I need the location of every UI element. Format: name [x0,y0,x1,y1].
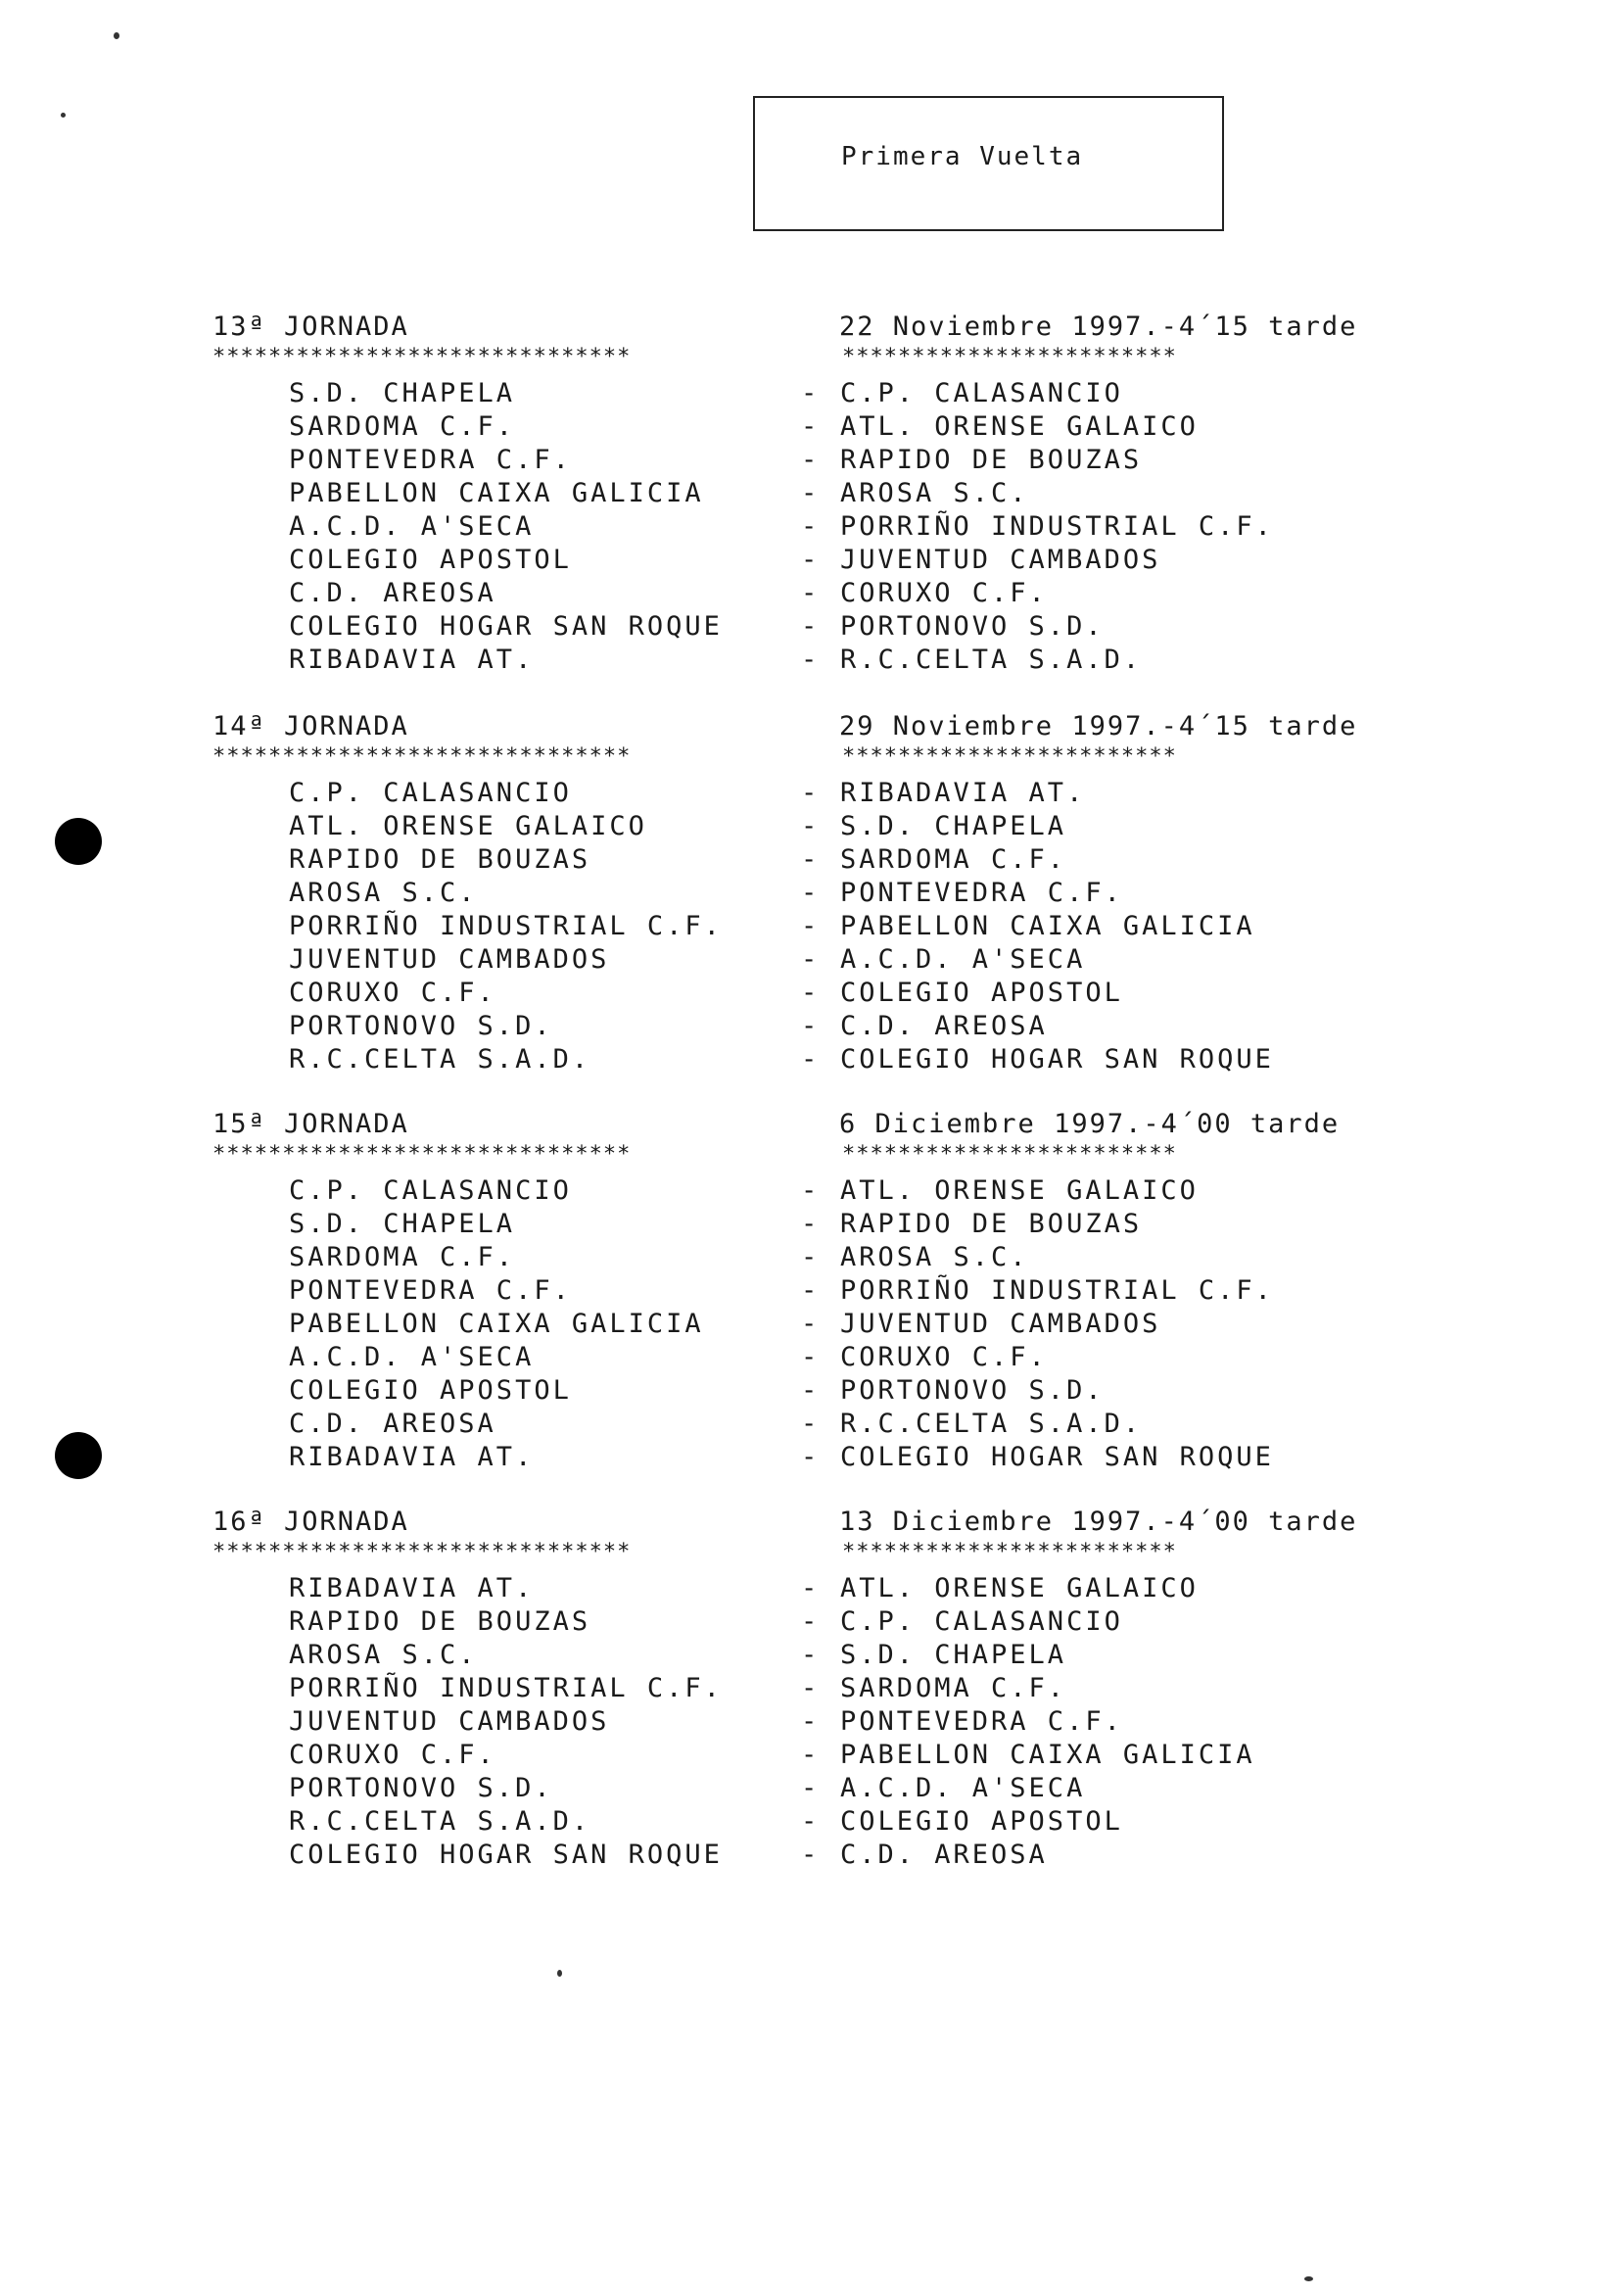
match-row [0,778,1602,811]
home-team: CORUXO C.F. [289,1740,496,1770]
match-row [0,1773,1602,1806]
match-row [0,1573,1602,1606]
away-team: COLEGIO APOSTOL [840,978,1123,1008]
scan-speck [557,1970,562,1977]
match-separator: - [801,1573,821,1603]
home-team: PORTONOVO S.D. [289,1011,553,1041]
away-team: CORUXO C.F. [840,1342,1048,1372]
away-team: S.D. CHAPELA [840,811,1067,841]
away-team: C.P. CALASANCIO [840,378,1123,408]
match-row [0,1640,1602,1673]
match-separator: - [801,578,821,608]
punch-hole [55,1432,102,1479]
match-row [0,1275,1602,1309]
away-team: PONTEVEDRA C.F. [840,1706,1123,1737]
jornada-label: 13ª JORNADA [212,311,409,342]
match-separator: - [801,1242,821,1272]
match-separator: - [801,478,821,508]
away-team: CORUXO C.F. [840,578,1048,608]
home-team: CORUXO C.F. [289,978,496,1008]
away-team: RAPIDO DE BOUZAS [840,445,1143,475]
match-separator: - [801,411,821,442]
match-separator: - [801,811,821,841]
match-row [0,1673,1602,1706]
scan-speck [114,32,119,39]
star-rule-right: ************************ [842,345,1177,369]
jornada-block [0,1507,1602,1898]
away-team: C.P. CALASANCIO [840,1606,1123,1637]
match-separator: - [801,844,821,875]
star-rule-right: ************************ [842,1142,1177,1167]
home-team: C.D. AREOSA [289,1409,496,1439]
home-team: PABELLON CAIXA GALICIA [289,1309,704,1339]
match-row [0,445,1602,478]
punch-hole [55,818,102,865]
match-row [0,1442,1602,1475]
away-team: AROSA S.C. [840,478,1029,508]
home-team: RIBADAVIA AT. [289,1573,535,1603]
match-separator: - [801,778,821,808]
away-team: COLEGIO HOGAR SAN ROQUE [840,1044,1274,1075]
match-row [0,844,1602,878]
match-row [0,1242,1602,1275]
match-row [0,1706,1602,1740]
home-team: PONTEVEDRA C.F. [289,1275,572,1306]
match-separator: - [801,611,821,642]
page-title: Primera Vuelta [841,142,1084,171]
match-separator: - [801,1342,821,1372]
jornada-label: 16ª JORNADA [212,1507,409,1537]
away-team: ATL. ORENSE GALAICO [840,1573,1199,1603]
match-row [0,478,1602,511]
away-team: SARDOMA C.F. [840,844,1067,875]
match-row [0,511,1602,545]
match-row [0,878,1602,911]
star-rule-right: ************************ [842,1540,1177,1564]
match-separator: - [801,1740,821,1770]
away-team: PORTONOVO S.D. [840,611,1105,642]
home-team: COLEGIO APOSTOL [289,1375,572,1406]
match-separator: - [801,645,821,675]
match-separator: - [801,1706,821,1737]
match-row [0,1375,1602,1409]
star-rule-right: ************************ [842,744,1177,769]
match-separator: - [801,911,821,941]
title-box [753,96,1224,231]
away-team: PORRIÑO INDUSTRIAL C.F. [840,511,1274,542]
jornada-block [0,1109,1602,1501]
jornada-label: 14ª JORNADA [212,711,409,741]
match-row [0,944,1602,978]
match-row [0,1806,1602,1840]
match-row [0,1011,1602,1044]
match-separator: - [801,445,821,475]
match-separator: - [801,1673,821,1703]
home-team: R.C.CELTA S.A.D. [289,1806,591,1837]
match-row [0,1044,1602,1077]
match-row [0,611,1602,645]
match-row [0,545,1602,578]
match-row [0,811,1602,844]
match-row [0,378,1602,411]
match-row [0,911,1602,944]
home-team: C.D. AREOSA [289,578,496,608]
home-team: A.C.D. A'SECA [289,1342,535,1372]
away-team: RAPIDO DE BOUZAS [840,1209,1143,1239]
home-team: JUVENTUD CAMBADOS [289,944,610,975]
away-team: PABELLON CAIXA GALICIA [840,1740,1255,1770]
home-team: ATL. ORENSE GALAICO [289,811,647,841]
home-team: RIBADAVIA AT. [289,645,535,675]
match-separator: - [801,1773,821,1803]
scan-speck [1304,2276,1313,2281]
jornada-block [0,711,1602,1103]
away-team: R.C.CELTA S.A.D. [840,1409,1143,1439]
away-team: S.D. CHAPELA [840,1640,1067,1670]
match-row [0,411,1602,445]
home-team: COLEGIO APOSTOL [289,545,572,575]
match-separator: - [801,1209,821,1239]
home-team: PABELLON CAIXA GALICIA [289,478,704,508]
star-rule-left: ****************************** [212,1540,632,1564]
match-separator: - [801,1840,821,1870]
match-separator: - [801,545,821,575]
home-team: C.P. CALASANCIO [289,1175,572,1206]
away-team: ATL. ORENSE GALAICO [840,411,1199,442]
match-separator: - [801,1442,821,1472]
jornada-date: 6 Diciembre 1997.-4´00 tarde [839,1109,1341,1139]
home-team: A.C.D. A'SECA [289,511,535,542]
away-team: SARDOMA C.F. [840,1673,1067,1703]
match-separator: - [801,978,821,1008]
match-separator: - [801,1011,821,1041]
away-team: PABELLON CAIXA GALICIA [840,911,1255,941]
match-separator: - [801,1409,821,1439]
home-team: JUVENTUD CAMBADOS [289,1706,610,1737]
match-separator: - [801,1606,821,1637]
jornada-date: 22 Noviembre 1997.-4´15 tarde [839,311,1358,342]
home-team: PONTEVEDRA C.F. [289,445,572,475]
home-team: SARDOMA C.F. [289,411,516,442]
jornada-date: 13 Diciembre 1997.-4´00 tarde [839,1507,1358,1537]
match-row [0,1840,1602,1873]
away-team: AROSA S.C. [840,1242,1029,1272]
match-separator: - [801,878,821,908]
away-team: C.D. AREOSA [840,1840,1048,1870]
match-separator: - [801,1806,821,1837]
home-team: RAPIDO DE BOUZAS [289,844,591,875]
home-team: C.P. CALASANCIO [289,778,572,808]
home-team: SARDOMA C.F. [289,1242,516,1272]
away-team: JUVENTUD CAMBADOS [840,1309,1161,1339]
match-separator: - [801,378,821,408]
away-team: C.D. AREOSA [840,1011,1048,1041]
away-team: COLEGIO HOGAR SAN ROQUE [840,1442,1274,1472]
away-team: JUVENTUD CAMBADOS [840,545,1161,575]
home-team: S.D. CHAPELA [289,1209,516,1239]
match-row [0,1175,1602,1209]
match-row [0,978,1602,1011]
match-row [0,1409,1602,1442]
match-row [0,1209,1602,1242]
match-separator: - [801,1044,821,1075]
scan-speck [61,113,66,118]
match-separator: - [801,1640,821,1670]
away-team: PORTONOVO S.D. [840,1375,1105,1406]
home-team: COLEGIO HOGAR SAN ROQUE [289,1840,723,1870]
home-team: RAPIDO DE BOUZAS [289,1606,591,1637]
jornada-label: 15ª JORNADA [212,1109,409,1139]
away-team: A.C.D. A'SECA [840,1773,1086,1803]
jornada-date: 29 Noviembre 1997.-4´15 tarde [839,711,1358,741]
match-separator: - [801,1175,821,1206]
star-rule-left: ****************************** [212,345,632,369]
match-row [0,578,1602,611]
match-row [0,1740,1602,1773]
match-row [0,645,1602,678]
away-team: ATL. ORENSE GALAICO [840,1175,1199,1206]
home-team: R.C.CELTA S.A.D. [289,1044,591,1075]
match-separator: - [801,944,821,975]
match-separator: - [801,511,821,542]
home-team: PORRIÑO INDUSTRIAL C.F. [289,911,723,941]
star-rule-left: ****************************** [212,744,632,769]
away-team: R.C.CELTA S.A.D. [840,645,1143,675]
jornada-block [0,311,1602,703]
home-team: AROSA S.C. [289,1640,478,1670]
away-team: A.C.D. A'SECA [840,944,1086,975]
away-team: PONTEVEDRA C.F. [840,878,1123,908]
match-row [0,1309,1602,1342]
match-row [0,1342,1602,1375]
home-team: AROSA S.C. [289,878,478,908]
match-separator: - [801,1275,821,1306]
away-team: COLEGIO APOSTOL [840,1806,1123,1837]
home-team: PORRIÑO INDUSTRIAL C.F. [289,1673,723,1703]
home-team: RIBADAVIA AT. [289,1442,535,1472]
home-team: S.D. CHAPELA [289,378,516,408]
star-rule-left: ****************************** [212,1142,632,1167]
home-team: COLEGIO HOGAR SAN ROQUE [289,611,723,642]
match-row [0,1606,1602,1640]
away-team: RIBADAVIA AT. [840,778,1086,808]
away-team: PORRIÑO INDUSTRIAL C.F. [840,1275,1274,1306]
match-separator: - [801,1375,821,1406]
home-team: PORTONOVO S.D. [289,1773,553,1803]
match-separator: - [801,1309,821,1339]
